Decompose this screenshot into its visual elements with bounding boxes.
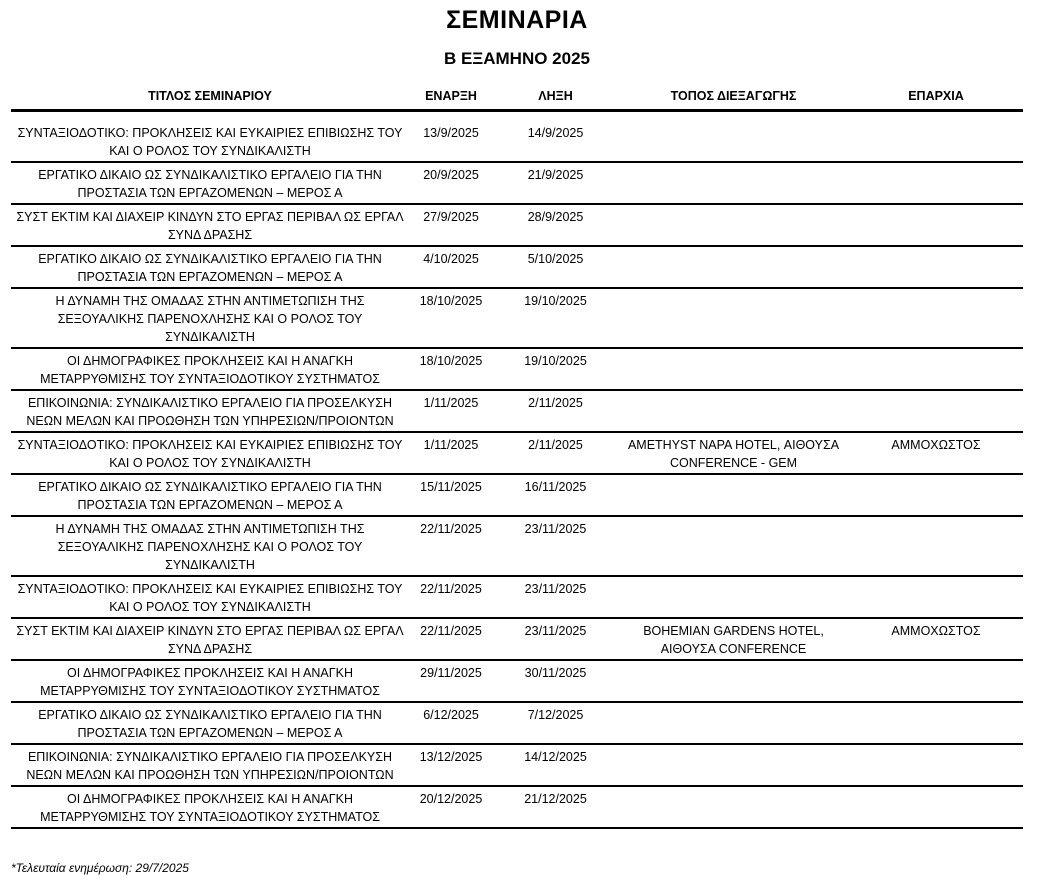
table-row <box>11 660 1023 702</box>
venue <box>618 702 849 744</box>
venue <box>618 111 849 163</box>
start-date: 13/12/2025 <box>409 744 493 786</box>
table-row <box>11 516 1023 576</box>
start-date: 22/11/2025 <box>409 576 493 618</box>
venue: AMETHYST NAPA HOTEL, ΑΙΘΟΥΣΑ CONFERENCE - GEM <box>618 432 849 474</box>
start-date: 29/11/2025 <box>409 660 493 702</box>
column-header-venue: ΤΟΠΟΣ ΔΙΕΞΑΓΩΓΗΣ <box>618 82 849 111</box>
start-date: 1/11/2025 <box>409 432 493 474</box>
seminar-title: ΕΡΓΑΤΙΚΟ ΔΙΚΑΙΟ ΩΣ ΣΥΝΔΙΚΑΛΙΣΤΙΚΟ ΕΡΓΑΛΕΙΟ ΓΙΑ ΤΗΝ ΠΡΟΣΤΑΣΙΑ ΤΩΝ ΕΡΓΑΖΟΜΕΝΩΝ – ΜΕΡΟΣ Α <box>11 162 409 204</box>
end-date: 5/10/2025 <box>493 246 618 288</box>
end-date: 14/12/2025 <box>493 744 618 786</box>
seminar-title: ΕΠΙΚΟΙΝΩΝΙΑ: ΣΥΝΔΙΚΑΛΙΣΤΙΚΟ ΕΡΓΑΛΕΙΟ ΓΙΑ ΠΡΟΣΕΛΚΥΣΗ ΝΕΩΝ ΜΕΛΩΝ ΚΑΙ ΠΡΟΩΘΗΣΗ ΤΩΝ ΥΠΗΡΕΣΙΩΝ/ΠΡΟΙΟΝΤΩΝ <box>11 744 409 786</box>
seminar-title: ΕΠΙΚΟΙΝΩΝΙΑ: ΣΥΝΔΙΚΑΛΙΣΤΙΚΟ ΕΡΓΑΛΕΙΟ ΓΙΑ ΠΡΟΣΕΛΚΥΣΗ ΝΕΩΝ ΜΕΛΩΝ ΚΑΙ ΠΡΟΩΘΗΣΗ ΤΩΝ ΥΠΗΡΕΣΙΩΝ/ΠΡΟΙΟΝΤΩΝ <box>11 390 409 432</box>
district <box>849 288 1023 348</box>
start-date: 22/11/2025 <box>409 618 493 660</box>
district <box>849 246 1023 288</box>
venue <box>618 204 849 246</box>
end-date: 28/9/2025 <box>493 204 618 246</box>
district: ΑΜΜΟΧΩΣΤΟΣ <box>849 432 1023 474</box>
table-row <box>11 786 1023 828</box>
district <box>849 111 1023 163</box>
district <box>849 660 1023 702</box>
district <box>849 348 1023 390</box>
end-date: 23/11/2025 <box>493 618 618 660</box>
seminar-title: ΕΡΓΑΤΙΚΟ ΔΙΚΑΙΟ ΩΣ ΣΥΝΔΙΚΑΛΙΣΤΙΚΟ ΕΡΓΑΛΕΙΟ ΓΙΑ ΤΗΝ ΠΡΟΣΤΑΣΙΑ ΤΩΝ ΕΡΓΑΖΟΜΕΝΩΝ – ΜΕΡΟΣ Α <box>11 702 409 744</box>
table-row <box>11 111 1023 163</box>
district <box>849 204 1023 246</box>
seminar-table <box>11 82 1023 829</box>
seminar-title: ΕΡΓΑΤΙΚΟ ΔΙΚΑΙΟ ΩΣ ΣΥΝΔΙΚΑΛΙΣΤΙΚΟ ΕΡΓΑΛΕΙΟ ΓΙΑ ΤΗΝ ΠΡΟΣΤΑΣΙΑ ΤΩΝ ΕΡΓΑΖΟΜΕΝΩΝ – ΜΕΡΟΣ Α <box>11 246 409 288</box>
seminar-title: ΣΥΝΤΑΞΙΟΔΟΤΙΚΟ: ΠΡΟΚΛΗΣΕΙΣ ΚΑΙ ΕΥΚΑΙΡΙΕΣ ΕΠΙΒΙΩΣΗΣ ΤΟΥ ΚΑΙ Ο ΡΟΛΟΣ ΤΟΥ ΣΥΝΔΙΚΑΛΙΣΤΗ <box>11 576 409 618</box>
seminar-title: ΕΡΓΑΤΙΚΟ ΔΙΚΑΙΟ ΩΣ ΣΥΝΔΙΚΑΛΙΣΤΙΚΟ ΕΡΓΑΛΕΙΟ ΓΙΑ ΤΗΝ ΠΡΟΣΤΑΣΙΑ ΤΩΝ ΕΡΓΑΖΟΜΕΝΩΝ – ΜΕΡΟΣ Α <box>11 474 409 516</box>
table-row <box>11 702 1023 744</box>
start-date: 13/9/2025 <box>409 111 493 163</box>
start-date: 6/12/2025 <box>409 702 493 744</box>
start-date: 1/11/2025 <box>409 390 493 432</box>
venue <box>618 390 849 432</box>
column-header-end: ΛΗΞΗ <box>493 82 618 111</box>
end-date: 2/11/2025 <box>493 390 618 432</box>
table-row <box>11 432 1023 474</box>
venue <box>618 516 849 576</box>
table-row <box>11 348 1023 390</box>
end-date: 30/11/2025 <box>493 660 618 702</box>
page-title: ΣΕΜΙΝΑΡΙΑ <box>446 6 588 34</box>
page-subtitle: Β ΕΞΑΜΗΝΟ 2025 <box>443 49 591 68</box>
venue <box>618 246 849 288</box>
table-row <box>11 204 1023 246</box>
seminar-title: ΣΥΣΤ ΕΚΤΙΜ ΚΑΙ ΔΙΑΧΕΙΡ ΚΙΝΔΥΝ ΣΤΟ ΕΡΓΑΣ ΠΕΡΙΒΑΛ ΩΣ ΕΡΓΑΛ ΣΥΝΔ ΔΡΑΣΗΣ <box>11 618 409 660</box>
table-row <box>11 246 1023 288</box>
start-date: 15/11/2025 <box>409 474 493 516</box>
table-row <box>11 474 1023 516</box>
start-date: 18/10/2025 <box>409 288 493 348</box>
venue <box>618 288 849 348</box>
venue <box>618 660 849 702</box>
table-row <box>11 162 1023 204</box>
start-date: 20/9/2025 <box>409 162 493 204</box>
column-header-start: ΕΝΑΡΞΗ <box>409 82 493 111</box>
end-date: 7/12/2025 <box>493 702 618 744</box>
district <box>849 162 1023 204</box>
venue <box>618 348 849 390</box>
column-header-title: ΤΙΤΛΟΣ ΣΕΜΙΝΑΡΙΟΥ <box>11 82 409 111</box>
seminar-title: Η ΔΥΝΑΜΗ ΤΗΣ ΟΜΑΔΑΣ ΣΤΗΝ ΑΝΤΙΜΕΤΩΠΙΣΗ ΤΗΣ ΣΕΞΟΥΑΛΙΚΗΣ ΠΑΡΕΝΟΧΛΗΣΗΣ ΚΑΙ Ο ΡΟΛΟΣ ΤΟΥ ΣΥΝΔΙΚΑΛΙΣΤΗ <box>11 516 409 576</box>
district <box>849 390 1023 432</box>
seminar-title: ΟΙ ΔΗΜΟΓΡΑΦΙΚΕΣ ΠΡΟΚΛΗΣΕΙΣ ΚΑΙ Η ΑΝΑΓΚΗ ΜΕΤΑΡΡΥΘΜΙΣΗΣ ΤΟΥ ΣΥΝΤΑΞΙΟΔΟΤΙΚΟΥ ΣΥΣΤΗΜΑΤΟΣ <box>11 660 409 702</box>
district <box>849 576 1023 618</box>
district <box>849 516 1023 576</box>
venue: BOHEMIAN GARDENS HOTEL, ΑΙΘΟΥΣΑ CONFERENCE <box>618 618 849 660</box>
seminar-title: ΣΥΝΤΑΞΙΟΔΟΤΙΚΟ: ΠΡΟΚΛΗΣΕΙΣ ΚΑΙ ΕΥΚΑΙΡΙΕΣ ΕΠΙΒΙΩΣΗΣ ΤΟΥ ΚΑΙ Ο ΡΟΛΟΣ ΤΟΥ ΣΥΝΔΙΚΑΛΙΣΤΗ <box>11 111 409 163</box>
table-row <box>11 390 1023 432</box>
venue <box>618 744 849 786</box>
end-date: 21/9/2025 <box>493 162 618 204</box>
seminar-title: ΣΥΣΤ ΕΚΤΙΜ ΚΑΙ ΔΙΑΧΕΙΡ ΚΙΝΔΥΝ ΣΤΟ ΕΡΓΑΣ ΠΕΡΙΒΑΛ ΩΣ ΕΡΓΑΛ ΣΥΝΔ ΔΡΑΣΗΣ <box>11 204 409 246</box>
end-date: 21/12/2025 <box>493 786 618 828</box>
seminar-title: ΣΥΝΤΑΞΙΟΔΟΤΙΚΟ: ΠΡΟΚΛΗΣΕΙΣ ΚΑΙ ΕΥΚΑΙΡΙΕΣ ΕΠΙΒΙΩΣΗΣ ΤΟΥ ΚΑΙ Ο ΡΟΛΟΣ ΤΟΥ ΣΥΝΔΙΚΑΛΙΣΤΗ <box>11 432 409 474</box>
end-date: 16/11/2025 <box>493 474 618 516</box>
end-date: 19/10/2025 <box>493 288 618 348</box>
column-header-district: ΕΠΑΡΧΙΑ <box>849 82 1023 111</box>
table-header-row <box>11 82 1023 111</box>
venue <box>618 786 849 828</box>
seminar-title: ΟΙ ΔΗΜΟΓΡΑΦΙΚΕΣ ΠΡΟΚΛΗΣΕΙΣ ΚΑΙ Η ΑΝΑΓΚΗ ΜΕΤΑΡΡΥΘΜΙΣΗΣ ΤΟΥ ΣΥΝΤΑΞΙΟΔΟΤΙΚΟΥ ΣΥΣΤΗΜΑΤΟΣ <box>11 348 409 390</box>
venue <box>618 474 849 516</box>
start-date: 18/10/2025 <box>409 348 493 390</box>
table-row <box>11 618 1023 660</box>
table-row <box>11 744 1023 786</box>
venue <box>618 162 849 204</box>
district: ΑΜΜΟΧΩΣΤΟΣ <box>849 618 1023 660</box>
table-row <box>11 576 1023 618</box>
end-date: 23/11/2025 <box>493 576 618 618</box>
end-date: 2/11/2025 <box>493 432 618 474</box>
end-date: 23/11/2025 <box>493 516 618 576</box>
last-update-note: *Τελευταία ενημέρωση: 29/7/2025 <box>11 861 189 875</box>
district <box>849 702 1023 744</box>
district <box>849 474 1023 516</box>
seminar-title: ΟΙ ΔΗΜΟΓΡΑΦΙΚΕΣ ΠΡΟΚΛΗΣΕΙΣ ΚΑΙ Η ΑΝΑΓΚΗ ΜΕΤΑΡΡΥΘΜΙΣΗΣ ΤΟΥ ΣΥΝΤΑΞΙΟΔΟΤΙΚΟΥ ΣΥΣΤΗΜΑΤΟΣ <box>11 786 409 828</box>
venue <box>618 576 849 618</box>
start-date: 22/11/2025 <box>409 516 493 576</box>
table-row <box>11 288 1023 348</box>
district <box>849 744 1023 786</box>
start-date: 20/12/2025 <box>409 786 493 828</box>
end-date: 14/9/2025 <box>493 111 618 163</box>
end-date: 19/10/2025 <box>493 348 618 390</box>
district <box>849 786 1023 828</box>
seminar-title: Η ΔΥΝΑΜΗ ΤΗΣ ΟΜΑΔΑΣ ΣΤΗΝ ΑΝΤΙΜΕΤΩΠΙΣΗ ΤΗΣ ΣΕΞΟΥΑΛΙΚΗΣ ΠΑΡΕΝΟΧΛΗΣΗΣ ΚΑΙ Ο ΡΟΛΟΣ ΤΟΥ ΣΥΝΔΙΚΑΛΙΣΤΗ <box>11 288 409 348</box>
start-date: 27/9/2025 <box>409 204 493 246</box>
start-date: 4/10/2025 <box>409 246 493 288</box>
